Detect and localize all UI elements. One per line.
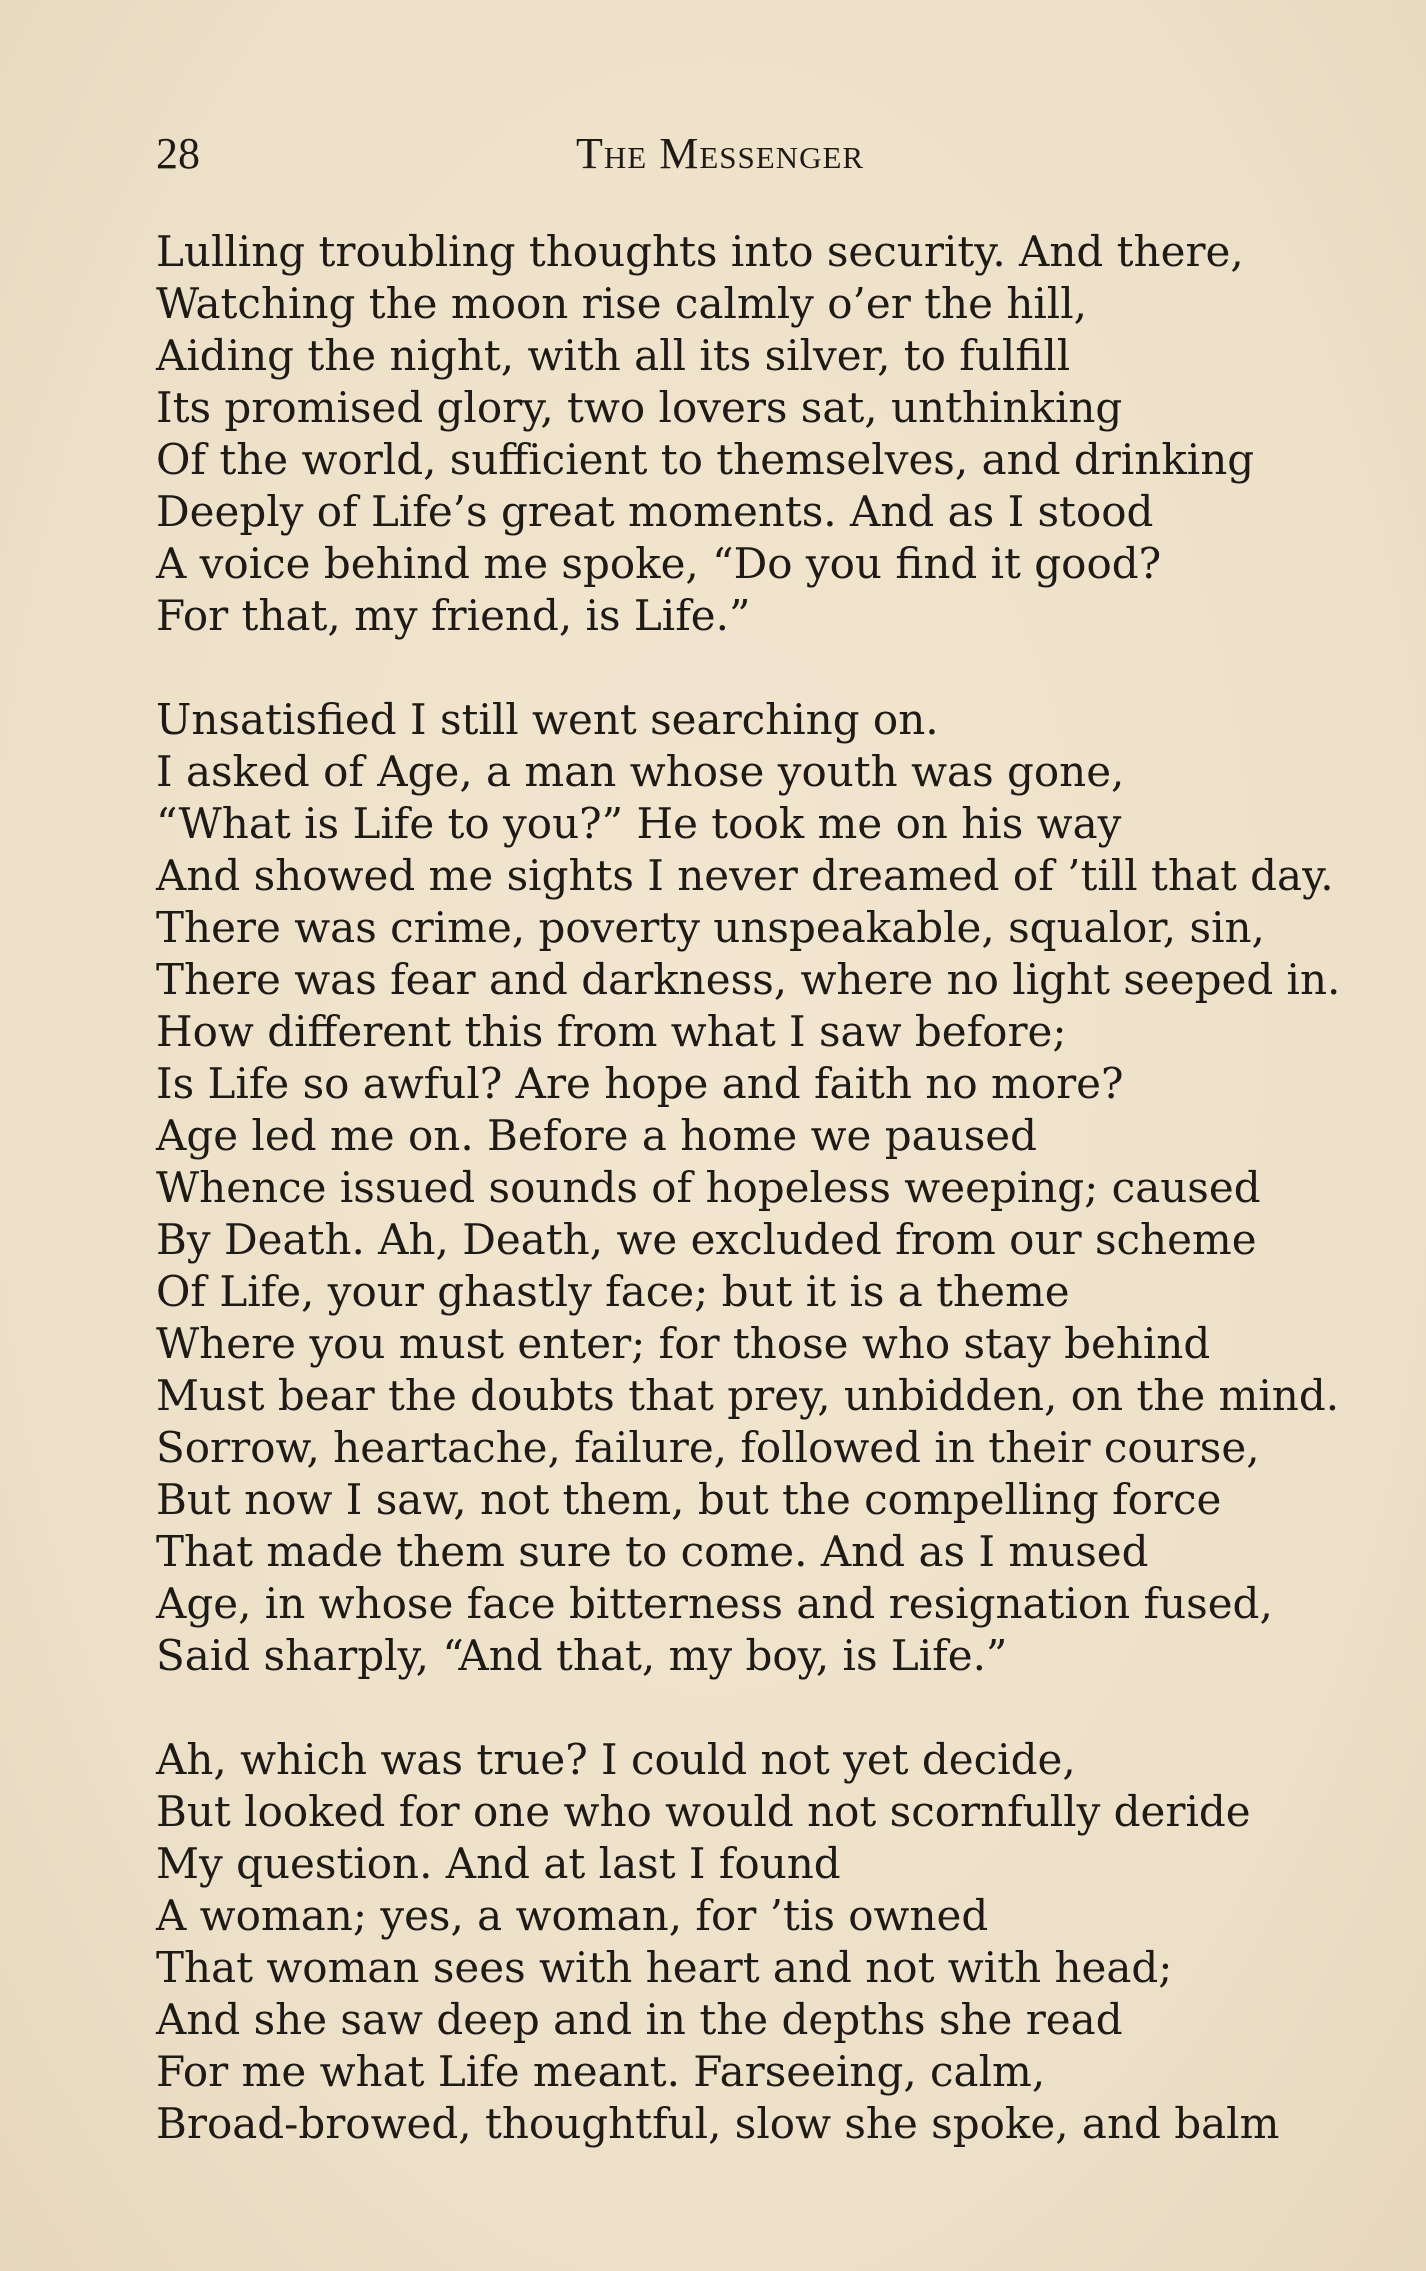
poem-line: Its promised glory, two lovers sat, unthinking — [156, 383, 1123, 432]
poem-line: Unsatisfied I still went searching on. — [156, 695, 939, 744]
poem-line: Whence issued sounds of hopeless weeping; caused — [156, 1163, 1261, 1212]
poem-line: There was fear and darkness, where no light seeped in. — [156, 955, 1341, 1004]
poem-line: Said sharply, “And that, my boy, is Life.” — [156, 1631, 1008, 1680]
poem-line: And she saw deep and in the depths she read — [156, 1995, 1123, 2044]
poem-line: Ah, which was true? I could not yet decide, — [156, 1735, 1076, 1784]
poem-line: That woman sees with heart and not with head; — [156, 1943, 1173, 1992]
poem-line: Age led me on. Before a home we paused — [156, 1111, 1038, 1160]
poem-line: Aiding the night, with all its silver, to fulfill — [156, 331, 1071, 380]
poem-line: Deeply of Life’s great moments. And as I stood — [156, 487, 1154, 536]
poem-line: There was crime, poverty unspeakable, squalor, sin, — [156, 903, 1265, 952]
poem-line: Sorrow, heartache, failure, followed in their course, — [156, 1423, 1260, 1472]
poem-line: By Death. Ah, Death, we excluded from our scheme — [156, 1215, 1257, 1264]
stanza-2 — [156, 694, 1396, 1682]
poem-line: Broad-browed, thoughtful, slow she spoke, and balm — [156, 2099, 1280, 2148]
poem-line: For me what Life meant. Farseeing, calm, — [156, 2047, 1046, 2096]
poem-line: Is Life so awful? Are hope and faith no more? — [156, 1059, 1124, 1108]
poem-line: Lulling troubling thoughts into security. And there, — [156, 227, 1244, 276]
poem-line: A woman; yes, a woman, for ’tis owned — [156, 1891, 989, 1940]
poem-line: That made them sure to come. And as I mused — [156, 1527, 1149, 1576]
poem-line: Age, in whose face bitterness and resignation fused, — [156, 1579, 1273, 1628]
poem-line: Where you must enter; for those who stay behind — [156, 1319, 1211, 1368]
running-head — [156, 124, 1386, 184]
poem-line: But looked for one who would not scornfully deride — [156, 1787, 1251, 1836]
poem-line: For that, my friend, is Life.” — [156, 591, 751, 640]
poem-line: How different this from what I saw before; — [156, 1007, 1067, 1056]
stanza-1 — [156, 226, 1396, 642]
poem-line: “What is Life to you?” He took me on his way — [156, 799, 1122, 848]
poem-line: Of the world, sufficient to themselves, and drinking — [156, 435, 1255, 484]
poem-line: Must bear the doubts that prey, unbidden, on the mind. — [156, 1371, 1340, 1420]
page-number: 28 — [156, 129, 200, 178]
poem-line: But now I saw, not them, but the compelling force — [156, 1475, 1222, 1524]
poem-line: Watching the moon rise calmly o’er the hill, — [156, 279, 1088, 328]
poem-line: A voice behind me spoke, “Do you find it good? — [156, 539, 1162, 588]
running-title: The Messenger — [576, 129, 865, 178]
stanza-3 — [156, 1734, 1396, 2150]
poem-line: And showed me sights I never dreamed of ’till that day. — [156, 851, 1334, 900]
poem-line: I asked of Age, a man whose youth was gone, — [156, 747, 1125, 796]
poem-line: My question. And at last I found — [156, 1839, 841, 1888]
poem-body — [156, 226, 1396, 2202]
poem-line: Of Life, your ghastly face; but it is a theme — [156, 1267, 1070, 1316]
